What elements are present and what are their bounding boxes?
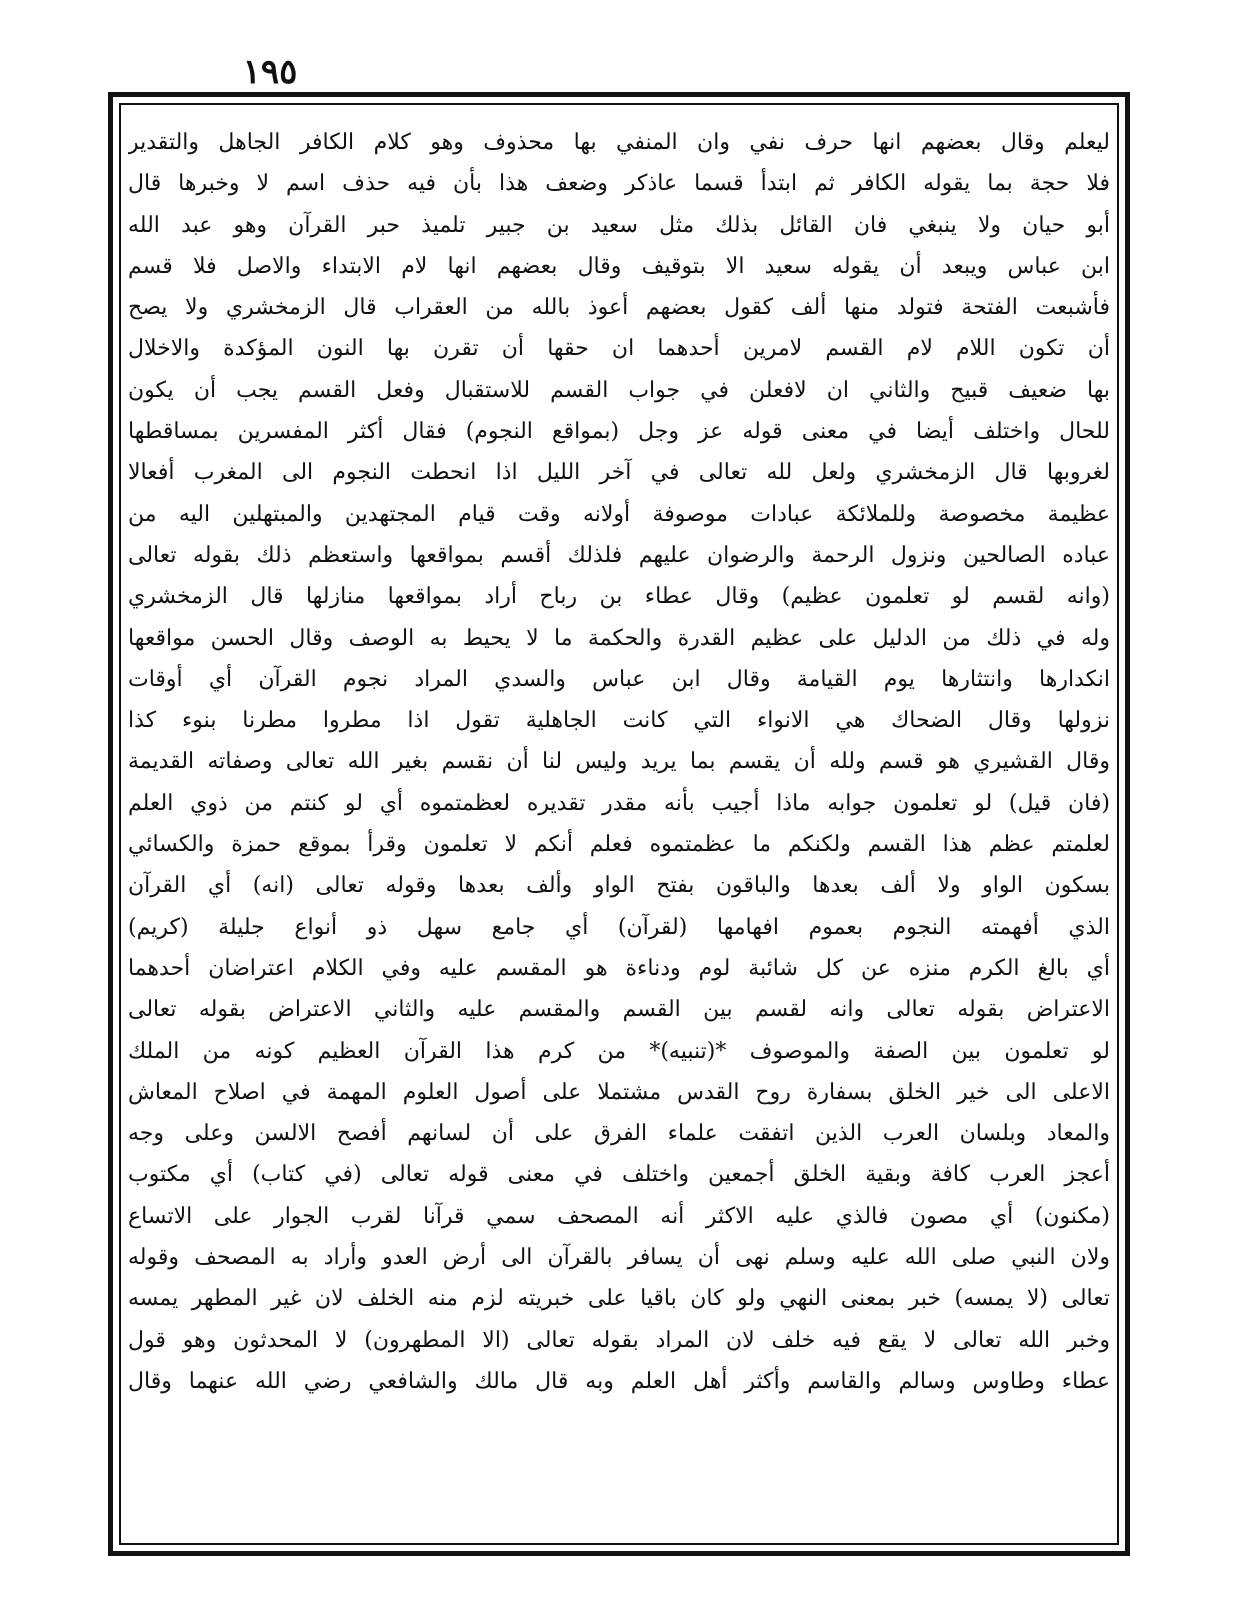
text-line: (فان قيل) لو تعلمون جوابه ماذا أجيب بأنه مقدر تقديره لعظمتموه أي لو كنتم من ذوي العلم — [128, 790, 1110, 816]
text-line: أن تكون اللام لام القسم لامرين أحدهما ان حقها أن تقرن بها النون المؤكدة والاخلال — [128, 336, 1110, 362]
text-line: (وانه لقسم لو تعلمون عظيم) وقال عطاء بن رباح أراد بمواقعها منازلها قال الزمخشري — [128, 584, 1110, 610]
text-line: عباده الصالحين ونزول الرحمة والرضوان عليهم فلذلك أقسم بمواقعها واستعظم ذلك بقوله تعالى — [128, 542, 1110, 568]
text-line: ليعلم وقال بعضهم انها حرف نفي وان المنفي بها محذوف وهو كلام الكافر الجاهل والتقدير — [128, 130, 1110, 155]
text-line: بسكون الواو ولا ألف بعدها والباقون بفتح الواو وألف بعدها وقوله تعالى (انه) أي القرآن — [128, 873, 1110, 899]
text-line: ولان النبي صلى الله عليه وسلم نهى أن يسافر بالقرآن الى أرض العدو وأراد به المصحف وقوله — [128, 1245, 1110, 1271]
text-line: تعالى (لا يمسه) خبر بمعنى النهي ولو كان باقيا على خبريته لزم منه الخلف لان غير المطهر يمسه — [128, 1286, 1110, 1312]
text-line: لو تعلمون بين الصفة والموصوف *(تنبيه)* من كرم هذا القرآن العظيم كونه من الملك — [128, 1038, 1110, 1064]
text-line: ابن عباس ويبعد أن يقوله سعيد الا بتوقيف وقال بعضهم انها لام الابتداء والاصل فلا قسم — [128, 253, 1110, 279]
text-line: فلا حجة بما يقوله الكافر ثم ابتدأ قسما عاذكر وضعف هذا بأن فيه حذف اسم لا وخبرها قال — [128, 171, 1110, 197]
text-line: أي بالغ الكرم منزه عن كل شائبة لوم ودناءة هو المقسم عليه وفي الكلام اعتراضان أحدهما — [128, 955, 1110, 981]
text-line: فأشبعت الفتحة فتولد منها ألف كقول بعضهم أعوذ بالله من العقراب قال الزمخشري ولا يصح — [128, 295, 1110, 321]
text-line: وخبر الله تعالى لا يقع فيه خلف لان المراد بقوله تعالى (الا المطهرون) لا المحدثون وهو قول — [128, 1327, 1110, 1353]
page-number: ١٩٥ — [242, 52, 298, 92]
text-line: عظيمة مخصوصة وللملائكة عبادات موصوفة أولانه وقت قيام المجتهدين والمبتهلين اليه من — [128, 501, 1110, 527]
text-line: أبو حيان ولا ينبغي فان القائل بذلك مثل سعيد بن جبير تلميذ حبر القرآن وهو عبد الله — [128, 212, 1110, 238]
text-line: وقال القشيري هو قسم ولله أن يقسم بما يريد وليس لنا أن نقسم بغير الله تعالى وصفاته القديمة — [128, 749, 1110, 775]
text-line: الاعلى الى خير الخلق بسفارة روح القدس مشتملا على أصول العلوم المهمة في اصلاح المعاش — [128, 1079, 1110, 1105]
text-line: بها ضعيف قبيح والثاني ان لافعلن في جواب القسم للاستقبال وفعل القسم يجب أن يكون — [128, 377, 1110, 403]
text-line: للحال واختلف أيضا في معنى قوله عز وجل (بمواقع النجوم) فقال أكثر المفسرين بمساقطها — [128, 419, 1110, 445]
text-line: (مكنون) أي مصون فالذي عليه الاكثر أنه المصحف سمي قرآنا لقرب الجوار على الاتساع — [128, 1203, 1110, 1229]
text-line: أعجز العرب كافة وبقية الخلق أجمعين واختلف في معنى قوله تعالى (في كتاب) أي مكتوب — [128, 1162, 1110, 1188]
text-line: لغروبها قال الزمخشري ولعل لله تعالى في آخر الليل اذا انحطت النجوم الى المغرب أفعالا — [128, 460, 1110, 486]
text-line: وله في ذلك من الدليل على عظيم القدرة والحكمة ما لا يحيط به الوصف وقال الحسن مواقعها — [128, 625, 1110, 651]
text-line: والمعاد وبلسان العرب الذين اتفقت علماء الفرق على أن لسانهم أفصح الالسن وعلى وجه — [128, 1121, 1110, 1147]
text-line: لعلمتم عظم هذا القسم ولكنكم ما عظمتموه فعلم أنكم لا تعلمون وقرأ بموقع حمزة والكسائي — [128, 832, 1110, 858]
text-line: نزولها وقال الضحاك هي الانواء التي كانت الجاهلية تقول اذا مطروا مطرنا بنوء كذا — [128, 708, 1110, 734]
text-line: الاعتراض بقوله تعالى وانه لقسم بين القسم والمقسم عليه والثاني الاعتراض بقوله تعالى — [128, 997, 1110, 1023]
text-line: عطاء وطاوس وسالم والقاسم وأكثر أهل العلم وبه قال مالك والشافعي رضي الله عنهما وقال — [128, 1368, 1110, 1394]
text-line: الذي أفهمته النجوم بعموم افهامها (لقرآن) أي جامع سهل ذو أنواع جليلة (كريم) — [128, 914, 1110, 940]
text-body — [128, 122, 1110, 1534]
text-line: انكدارها وانتثارها يوم القيامة وقال ابن عباس والسدي المراد نجوم القرآن أي أوقات — [128, 666, 1110, 692]
